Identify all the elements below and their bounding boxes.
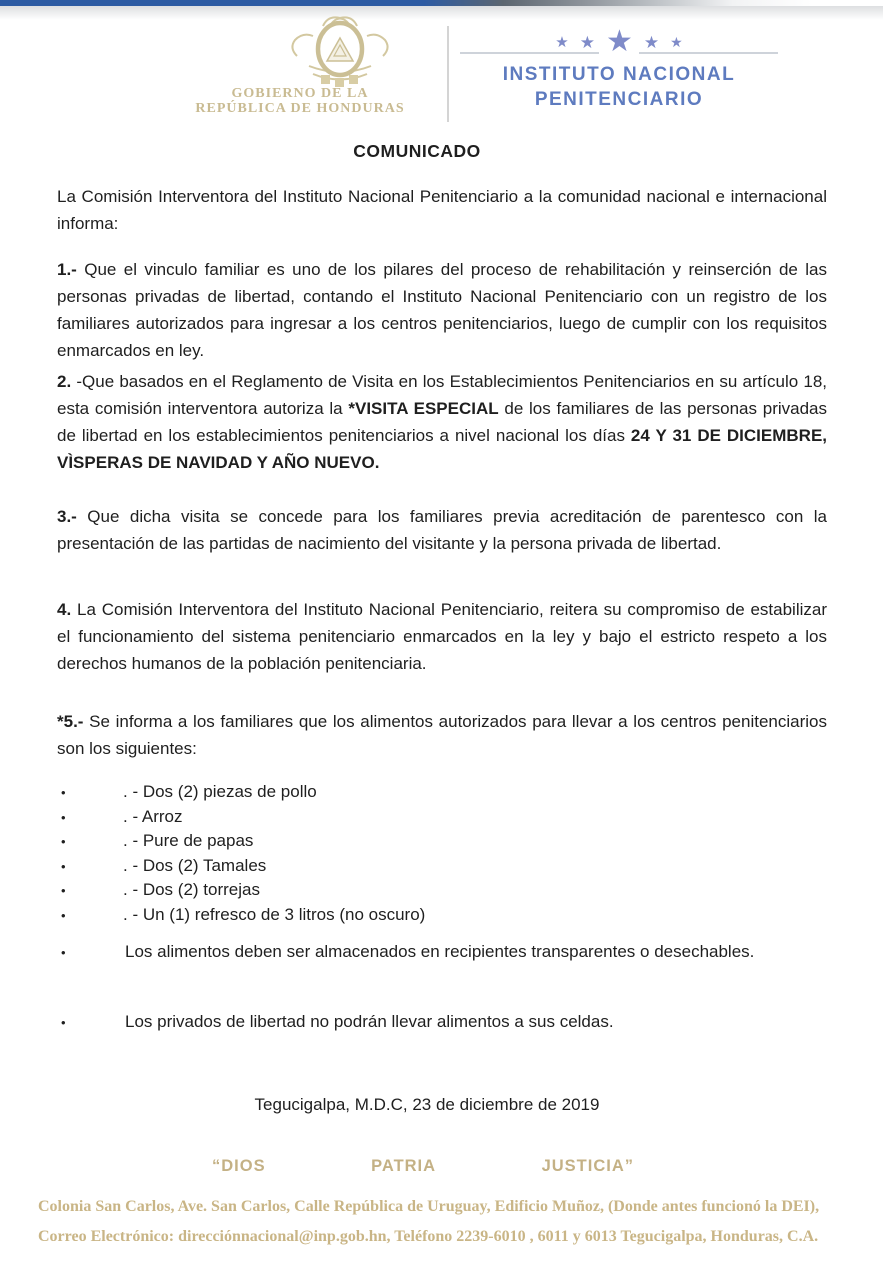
footer-line1: Colonia San Carlos, Ave. San Carlos, Calle República de Uruguay, Edificio Muñoz, (Donde antes funcionó la DEI), [38, 1198, 820, 1215]
paragraph-4 [57, 596, 827, 677]
food-item-text: . - Un (1) refresco de 3 litros (no oscuro) [123, 904, 426, 924]
paragraph-1 [57, 256, 827, 364]
government-caption [155, 86, 445, 116]
intro-paragraph [57, 183, 827, 237]
institute-name-line1: INSTITUTO NACIONAL [502, 64, 736, 85]
food-list-item [57, 780, 827, 805]
note-text: Los privados de libertad no podrán llevar alimentos a sus celdas. [125, 1012, 614, 1031]
bold-text: 4. [57, 600, 72, 619]
bullet-icon: • [61, 809, 66, 825]
food-list-item [57, 903, 827, 928]
dateline: Tegucigalpa, M.D.C, 23 de diciembre de 2019 [254, 1095, 600, 1114]
honduras-coat-of-arms-icon [283, 12, 397, 90]
text: Que el vinculo familiar es uno de los pilares del proceso de rehabilitación y reinserción de las personas privadas de libertad, contando el Instituto Nacional Penitenciario con un registro de los familiares autorizados para ingresar a los centros penitenciarios, luego de cumplir con los requisitos enmarcados en ley. [57, 260, 827, 360]
document-title: COMUNICADO [353, 141, 481, 161]
star-icon: ★ [605, 25, 633, 58]
note-text: Los alimentos deben ser almacenados en recipientes transparentes o desechables. [125, 942, 755, 961]
government-caption-line1: GOBIERNO DE LA [231, 86, 369, 101]
bold-text: 24 Y 31 DE DICIEMBRE, VÌSPERAS DE NAVIDAD Y AÑO NUEVO. [57, 426, 828, 472]
note-containers [57, 938, 827, 966]
star-icon: ★ [555, 33, 569, 51]
footer-address [38, 1192, 850, 1252]
note-cells [57, 1008, 827, 1036]
bullet-icon: • [61, 785, 66, 800]
government-caption-line2: REPÚBLICA DE HONDURAS [195, 101, 405, 116]
text: Se informa a los familiares que los alimentos autorizados para llevar a los centros penitenciarios son los siguientes: [57, 712, 827, 758]
bullet-icon: • [61, 858, 66, 874]
food-list-item [57, 805, 827, 830]
bullet-icon: • [61, 1015, 66, 1030]
text: de los familiares de las personas privadas de libertad en los establecimientos penitenciarios a nivel nacional los días [57, 399, 827, 445]
bullet-icon: • [61, 907, 66, 923]
food-list-item [57, 829, 827, 854]
institute-logo [460, 26, 778, 112]
food-item-text: . - Dos (2) piezas de pollo [123, 782, 317, 801]
star-icon: ★ [579, 32, 595, 52]
bullet-icon: • [61, 945, 66, 960]
bold-text: 1.- [57, 260, 77, 279]
bold-text: *5.- [57, 712, 84, 731]
food-item-text: . - Dos (2) Tamales [123, 855, 267, 875]
star-icon: ★ [670, 34, 683, 50]
bullet-icon: • [61, 883, 66, 899]
footer-line2: Correo Electrónico: direcciónnacional@inp.gob.hn, Teléfono 2239-6010 , 6011 y 6013 Tegucigalpa, Honduras, C.A. [38, 1228, 819, 1245]
motto-word-justicia: JUSTICIA” [541, 1157, 634, 1175]
paragraph-3 [57, 503, 827, 557]
paragraph-5 [57, 708, 827, 762]
institute-name-line2: PENITENCIARIO [534, 89, 704, 110]
motto-word-patria: PATRIA [371, 1157, 437, 1175]
food-item-text: . - Dos (2) torrejas [123, 880, 260, 900]
text: -Que basados en el Reglamento de Visita en los Establecimientos Penitenciarios en su artículo 18, esta comisión interventora autoriza la [57, 372, 827, 418]
text: La Comisión Interventora del Instituto Nacional Penitenciario a la comunidad nacional e internacional informa: [57, 187, 827, 233]
motto [212, 1157, 634, 1176]
text: La Comisión Interventora del Instituto Nacional Penitenciario, reitera su compromiso de estabilizar el funcionamiento del sistema penitenciario enmarcados en la ley y bajo el estricto respeto a los derechos humanos de la población penitenciaria. [57, 600, 827, 673]
food-item-text: . - Pure de papas [123, 831, 254, 851]
bold-text: 2. [57, 372, 72, 391]
star-icon: ★ [643, 32, 660, 52]
bold-text: *VISITA ESPECIAL [348, 399, 499, 418]
scan-top-shadow [0, 6, 883, 20]
paragraph-2 [57, 368, 827, 476]
bold-text: 3.- [57, 507, 77, 526]
food-list-item [57, 878, 827, 903]
authorized-food-list [57, 780, 827, 928]
text: Que dicha visita se concede para los familiares previa acreditación de parentesco con la presentación de las partidas de nacimiento del visitante y la persona privada de libertad. [57, 507, 827, 553]
motto-word-dios: “DIOS [212, 1157, 266, 1175]
food-list-item [57, 854, 827, 879]
food-item-text: . - Arroz [123, 806, 183, 826]
bullet-icon: • [61, 834, 66, 850]
header-divider [447, 26, 449, 122]
